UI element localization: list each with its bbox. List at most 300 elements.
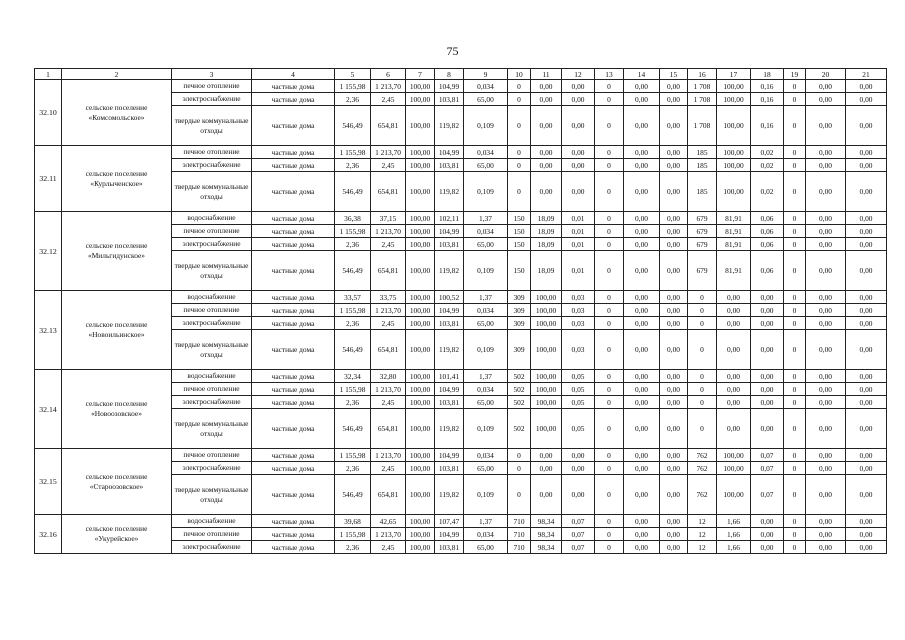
value-cell: 0,00	[806, 238, 846, 251]
housing-type: частные дома	[252, 291, 335, 304]
value-cell: 0,109	[464, 106, 508, 146]
value-cell: 0,00	[806, 80, 846, 93]
value-cell: 0,00	[660, 515, 688, 528]
value-cell: 0	[595, 93, 624, 106]
service-name: электроснабжение	[172, 238, 252, 251]
column-header: 20	[806, 69, 846, 80]
value-cell: 0,00	[717, 304, 751, 317]
value-cell: 0,00	[624, 330, 660, 370]
value-cell: 0,00	[624, 304, 660, 317]
value-cell: 0,00	[846, 106, 887, 146]
value-cell: 0	[784, 93, 806, 106]
service-name: электроснабжение	[172, 396, 252, 409]
column-header: 18	[751, 69, 784, 80]
value-cell: 0	[784, 396, 806, 409]
value-cell: 0	[595, 106, 624, 146]
value-cell: 710	[508, 541, 531, 554]
value-cell: 0,00	[806, 462, 846, 475]
value-cell: 65,00	[464, 93, 508, 106]
column-header: 14	[624, 69, 660, 80]
value-cell: 98,34	[531, 541, 562, 554]
value-cell: 0,00	[846, 212, 887, 225]
value-cell: 0,03	[562, 330, 595, 370]
value-cell: 0,00	[751, 528, 784, 541]
value-cell: 0,16	[751, 93, 784, 106]
value-cell: 0	[595, 396, 624, 409]
value-cell: 0	[508, 106, 531, 146]
value-cell: 0,01	[562, 251, 595, 291]
value-cell: 1,37	[464, 212, 508, 225]
value-cell: 0,00	[624, 291, 660, 304]
service-name: водоснабжение	[172, 212, 252, 225]
column-header: 6	[371, 69, 406, 80]
settlement-name: сельское поселение «Комсомольское»	[62, 80, 172, 146]
value-cell: 0,00	[531, 146, 562, 159]
value-cell: 0	[508, 475, 531, 515]
value-cell: 0	[784, 159, 806, 172]
value-cell: 0,00	[562, 106, 595, 146]
value-cell: 0	[595, 172, 624, 212]
value-cell: 0,00	[624, 528, 660, 541]
value-cell: 0,00	[624, 383, 660, 396]
header-row	[35, 69, 887, 80]
value-cell: 0,00	[806, 515, 846, 528]
value-cell: 0,00	[624, 541, 660, 554]
value-cell: 1 708	[688, 106, 717, 146]
value-cell: 0,034	[464, 528, 508, 541]
value-cell: 0	[595, 304, 624, 317]
housing-type: частные дома	[252, 396, 335, 409]
value-cell: 18,09	[531, 225, 562, 238]
value-cell: 119,82	[435, 251, 464, 291]
service-name: водоснабжение	[172, 370, 252, 383]
service-name: печное отопление	[172, 225, 252, 238]
value-cell: 1 155,98	[335, 146, 371, 159]
value-cell: 39,68	[335, 515, 371, 528]
value-cell: 0,00	[660, 317, 688, 330]
housing-type: частные дома	[252, 106, 335, 146]
value-cell: 0	[784, 238, 806, 251]
value-cell: 0,00	[531, 172, 562, 212]
value-cell: 0,00	[846, 475, 887, 515]
value-cell: 2,36	[335, 462, 371, 475]
value-cell: 100,00	[406, 515, 435, 528]
value-cell: 2,36	[335, 396, 371, 409]
value-cell: 0,00	[751, 330, 784, 370]
value-cell: 1 155,98	[335, 304, 371, 317]
value-cell: 100,00	[531, 317, 562, 330]
value-cell: 0,00	[531, 449, 562, 462]
value-cell: 0,05	[562, 370, 595, 383]
housing-type: частные дома	[252, 541, 335, 554]
value-cell: 0	[784, 409, 806, 449]
value-cell: 0	[784, 317, 806, 330]
value-cell: 0,00	[660, 93, 688, 106]
value-cell: 0	[688, 370, 717, 383]
value-cell: 0	[508, 172, 531, 212]
value-cell: 546,49	[335, 330, 371, 370]
value-cell: 0,00	[806, 330, 846, 370]
value-cell: 0	[595, 212, 624, 225]
value-cell: 0	[784, 146, 806, 159]
value-cell: 100,00	[717, 159, 751, 172]
value-cell: 0	[784, 541, 806, 554]
value-cell: 0,00	[660, 475, 688, 515]
value-cell: 100,00	[406, 462, 435, 475]
value-cell: 0	[595, 317, 624, 330]
table-row	[35, 212, 887, 225]
value-cell: 100,00	[406, 396, 435, 409]
value-cell: 0	[784, 106, 806, 146]
value-cell: 1 213,70	[371, 80, 406, 93]
value-cell: 0	[784, 225, 806, 238]
value-cell: 100,00	[406, 106, 435, 146]
value-cell: 0,034	[464, 225, 508, 238]
value-cell: 100,00	[531, 383, 562, 396]
service-name: печное отопление	[172, 80, 252, 93]
value-cell: 100,00	[406, 383, 435, 396]
value-cell: 0,00	[562, 462, 595, 475]
value-cell: 100,00	[717, 106, 751, 146]
value-cell: 102,11	[435, 212, 464, 225]
housing-type: частные дома	[252, 462, 335, 475]
column-header: 10	[508, 69, 531, 80]
value-cell: 0,00	[624, 93, 660, 106]
value-cell: 2,45	[371, 462, 406, 475]
column-header: 4	[252, 69, 335, 80]
value-cell: 0,00	[806, 291, 846, 304]
value-cell: 0	[595, 80, 624, 93]
value-cell: 0,07	[751, 449, 784, 462]
value-cell: 679	[688, 212, 717, 225]
value-cell: 0,00	[660, 146, 688, 159]
settlement-name: сельское поселение «Староозовское»	[62, 449, 172, 515]
value-cell: 0,00	[660, 251, 688, 291]
value-cell: 2,45	[371, 541, 406, 554]
value-cell: 0,00	[562, 80, 595, 93]
value-cell: 0,00	[660, 238, 688, 251]
value-cell: 0,00	[660, 106, 688, 146]
value-cell: 0	[688, 304, 717, 317]
value-cell: 0	[595, 370, 624, 383]
value-cell: 0,00	[846, 225, 887, 238]
value-cell: 0,00	[846, 304, 887, 317]
value-cell: 654,81	[371, 409, 406, 449]
value-cell: 107,47	[435, 515, 464, 528]
value-cell: 0	[784, 383, 806, 396]
value-cell: 654,81	[371, 330, 406, 370]
value-cell: 0,00	[806, 317, 846, 330]
value-cell: 100,00	[717, 462, 751, 475]
value-cell: 119,82	[435, 330, 464, 370]
housing-type: частные дома	[252, 304, 335, 317]
value-cell: 1 213,70	[371, 528, 406, 541]
value-cell: 0	[784, 172, 806, 212]
value-cell: 0,00	[846, 238, 887, 251]
value-cell: 0	[595, 475, 624, 515]
value-cell: 150	[508, 238, 531, 251]
value-cell: 0	[595, 238, 624, 251]
value-cell: 679	[688, 238, 717, 251]
value-cell: 1 213,70	[371, 146, 406, 159]
settlement-code: 32.16	[35, 515, 62, 554]
value-cell: 104,99	[435, 304, 464, 317]
value-cell: 0	[784, 304, 806, 317]
value-cell: 98,34	[531, 515, 562, 528]
value-cell: 0,16	[751, 106, 784, 146]
value-cell: 679	[688, 225, 717, 238]
value-cell: 0,00	[846, 449, 887, 462]
value-cell: 0,00	[751, 541, 784, 554]
value-cell: 0,034	[464, 304, 508, 317]
value-cell: 0	[508, 93, 531, 106]
value-cell: 2,45	[371, 93, 406, 106]
value-cell: 0	[595, 528, 624, 541]
value-cell: 0	[508, 462, 531, 475]
value-cell: 0	[784, 462, 806, 475]
value-cell: 65,00	[464, 541, 508, 554]
value-cell: 33,57	[335, 291, 371, 304]
housing-type: частные дома	[252, 475, 335, 515]
value-cell: 0,00	[846, 396, 887, 409]
value-cell: 0,00	[624, 212, 660, 225]
housing-type: частные дома	[252, 370, 335, 383]
value-cell: 0,00	[806, 541, 846, 554]
tariff-table	[34, 68, 887, 554]
value-cell: 1 155,98	[335, 528, 371, 541]
value-cell: 546,49	[335, 251, 371, 291]
value-cell: 0,00	[806, 383, 846, 396]
value-cell: 0	[784, 80, 806, 93]
value-cell: 100,00	[406, 291, 435, 304]
settlement-code: 32.11	[35, 146, 62, 212]
value-cell: 0	[784, 449, 806, 462]
value-cell: 18,09	[531, 251, 562, 291]
value-cell: 0,00	[846, 409, 887, 449]
value-cell: 2,45	[371, 396, 406, 409]
value-cell: 100,00	[406, 330, 435, 370]
value-cell: 546,49	[335, 409, 371, 449]
table-row	[35, 146, 887, 159]
value-cell: 0	[595, 251, 624, 291]
settlement-name: сельское поселение «Курлыченское»	[62, 146, 172, 212]
value-cell: 100,00	[406, 251, 435, 291]
value-cell: 119,82	[435, 172, 464, 212]
housing-type: частные дома	[252, 238, 335, 251]
value-cell: 185	[688, 146, 717, 159]
value-cell: 0,00	[531, 159, 562, 172]
value-cell: 0,00	[531, 475, 562, 515]
value-cell: 0	[595, 449, 624, 462]
value-cell: 100,00	[406, 370, 435, 383]
column-header: 9	[464, 69, 508, 80]
value-cell: 100,00	[406, 212, 435, 225]
value-cell: 0	[508, 449, 531, 462]
value-cell: 502	[508, 409, 531, 449]
value-cell: 546,49	[335, 475, 371, 515]
value-cell: 0,00	[846, 515, 887, 528]
value-cell: 1,66	[717, 515, 751, 528]
value-cell: 0	[688, 330, 717, 370]
value-cell: 0	[595, 291, 624, 304]
value-cell: 0,00	[624, 159, 660, 172]
value-cell: 42,65	[371, 515, 406, 528]
value-cell: 0,00	[717, 396, 751, 409]
service-name: твердые коммунальные отходы	[172, 172, 252, 212]
service-name: печное отопление	[172, 449, 252, 462]
value-cell: 101,41	[435, 370, 464, 383]
value-cell: 0,00	[624, 396, 660, 409]
value-cell: 12	[688, 515, 717, 528]
value-cell: 0,00	[562, 159, 595, 172]
value-cell: 103,81	[435, 93, 464, 106]
value-cell: 0,00	[624, 146, 660, 159]
settlement-code: 32.12	[35, 212, 62, 291]
value-cell: 0,00	[806, 409, 846, 449]
value-cell: 104,99	[435, 449, 464, 462]
value-cell: 502	[508, 370, 531, 383]
value-cell: 0,00	[751, 383, 784, 396]
value-cell: 0,00	[846, 291, 887, 304]
value-cell: 0,00	[562, 172, 595, 212]
value-cell: 0,03	[562, 317, 595, 330]
value-cell: 0,00	[660, 370, 688, 383]
value-cell: 0,07	[562, 528, 595, 541]
value-cell: 32,34	[335, 370, 371, 383]
service-name: твердые коммунальные отходы	[172, 409, 252, 449]
value-cell: 654,81	[371, 106, 406, 146]
service-name: электроснабжение	[172, 159, 252, 172]
value-cell: 1 213,70	[371, 304, 406, 317]
value-cell: 309	[508, 330, 531, 370]
column-header: 16	[688, 69, 717, 80]
value-cell: 150	[508, 251, 531, 291]
value-cell: 0	[595, 462, 624, 475]
settlement-code: 32.10	[35, 80, 62, 146]
value-cell: 100,00	[406, 159, 435, 172]
housing-type: частные дома	[252, 172, 335, 212]
value-cell: 2,45	[371, 159, 406, 172]
value-cell: 1 155,98	[335, 449, 371, 462]
value-cell: 100,00	[531, 396, 562, 409]
value-cell: 0,00	[624, 462, 660, 475]
value-cell: 119,82	[435, 409, 464, 449]
housing-type: частные дома	[252, 146, 335, 159]
value-cell: 81,91	[717, 251, 751, 291]
value-cell: 0	[688, 409, 717, 449]
value-cell: 710	[508, 515, 531, 528]
value-cell: 0,00	[717, 317, 751, 330]
value-cell: 0	[508, 80, 531, 93]
value-cell: 0,00	[624, 449, 660, 462]
column-header: 5	[335, 69, 371, 80]
housing-type: частные дома	[252, 80, 335, 93]
value-cell: 0,07	[562, 515, 595, 528]
value-cell: 0,02	[751, 172, 784, 212]
value-cell: 0	[595, 541, 624, 554]
service-name: твердые коммунальные отходы	[172, 330, 252, 370]
value-cell: 0,109	[464, 251, 508, 291]
value-cell: 0,00	[717, 291, 751, 304]
value-cell: 0,16	[751, 80, 784, 93]
value-cell: 0,00	[624, 317, 660, 330]
column-header: 19	[784, 69, 806, 80]
value-cell: 654,81	[371, 172, 406, 212]
value-cell: 0,034	[464, 146, 508, 159]
value-cell: 0,00	[717, 383, 751, 396]
value-cell: 185	[688, 172, 717, 212]
value-cell: 100,00	[531, 291, 562, 304]
value-cell: 0,05	[562, 409, 595, 449]
value-cell: 0,03	[562, 291, 595, 304]
value-cell: 0,034	[464, 80, 508, 93]
value-cell: 0,00	[806, 251, 846, 291]
value-cell: 0	[784, 212, 806, 225]
value-cell: 1 213,70	[371, 383, 406, 396]
value-cell: 0,01	[562, 212, 595, 225]
value-cell: 0,05	[562, 383, 595, 396]
value-cell: 0,00	[846, 528, 887, 541]
housing-type: частные дома	[252, 515, 335, 528]
value-cell: 0,00	[717, 370, 751, 383]
value-cell: 0,07	[751, 475, 784, 515]
value-cell: 0	[595, 146, 624, 159]
value-cell: 502	[508, 396, 531, 409]
value-cell: 1 213,70	[371, 225, 406, 238]
value-cell: 12	[688, 541, 717, 554]
value-cell: 0,01	[562, 225, 595, 238]
value-cell: 0,00	[846, 370, 887, 383]
value-cell: 103,81	[435, 396, 464, 409]
value-cell: 0,05	[562, 396, 595, 409]
value-cell: 100,00	[406, 409, 435, 449]
value-cell: 100,00	[531, 304, 562, 317]
value-cell: 0,00	[624, 370, 660, 383]
table-row	[35, 80, 887, 93]
value-cell: 762	[688, 462, 717, 475]
column-header: 2	[62, 69, 172, 80]
value-cell: 65,00	[464, 317, 508, 330]
value-cell: 0	[688, 317, 717, 330]
value-cell: 0,00	[660, 330, 688, 370]
value-cell: 0,00	[660, 409, 688, 449]
page-number: 75	[446, 44, 459, 58]
value-cell: 1,37	[464, 291, 508, 304]
value-cell: 2,36	[335, 541, 371, 554]
service-name: электроснабжение	[172, 317, 252, 330]
value-cell: 1 155,98	[335, 383, 371, 396]
value-cell: 0,00	[806, 370, 846, 383]
value-cell: 0,00	[751, 291, 784, 304]
housing-type: частные дома	[252, 528, 335, 541]
value-cell: 0,00	[846, 330, 887, 370]
housing-type: частные дома	[252, 93, 335, 106]
value-cell: 0,109	[464, 330, 508, 370]
value-cell: 0	[595, 383, 624, 396]
value-cell: 0,109	[464, 172, 508, 212]
value-cell: 0	[784, 475, 806, 515]
service-name: твердые коммунальные отходы	[172, 475, 252, 515]
value-cell: 0,00	[660, 159, 688, 172]
value-cell: 502	[508, 383, 531, 396]
value-cell: 2,36	[335, 159, 371, 172]
value-cell: 0,00	[624, 106, 660, 146]
value-cell: 0,00	[660, 291, 688, 304]
value-cell: 0	[595, 409, 624, 449]
value-cell: 0,00	[624, 409, 660, 449]
value-cell: 0,00	[806, 172, 846, 212]
value-cell: 100,00	[406, 304, 435, 317]
